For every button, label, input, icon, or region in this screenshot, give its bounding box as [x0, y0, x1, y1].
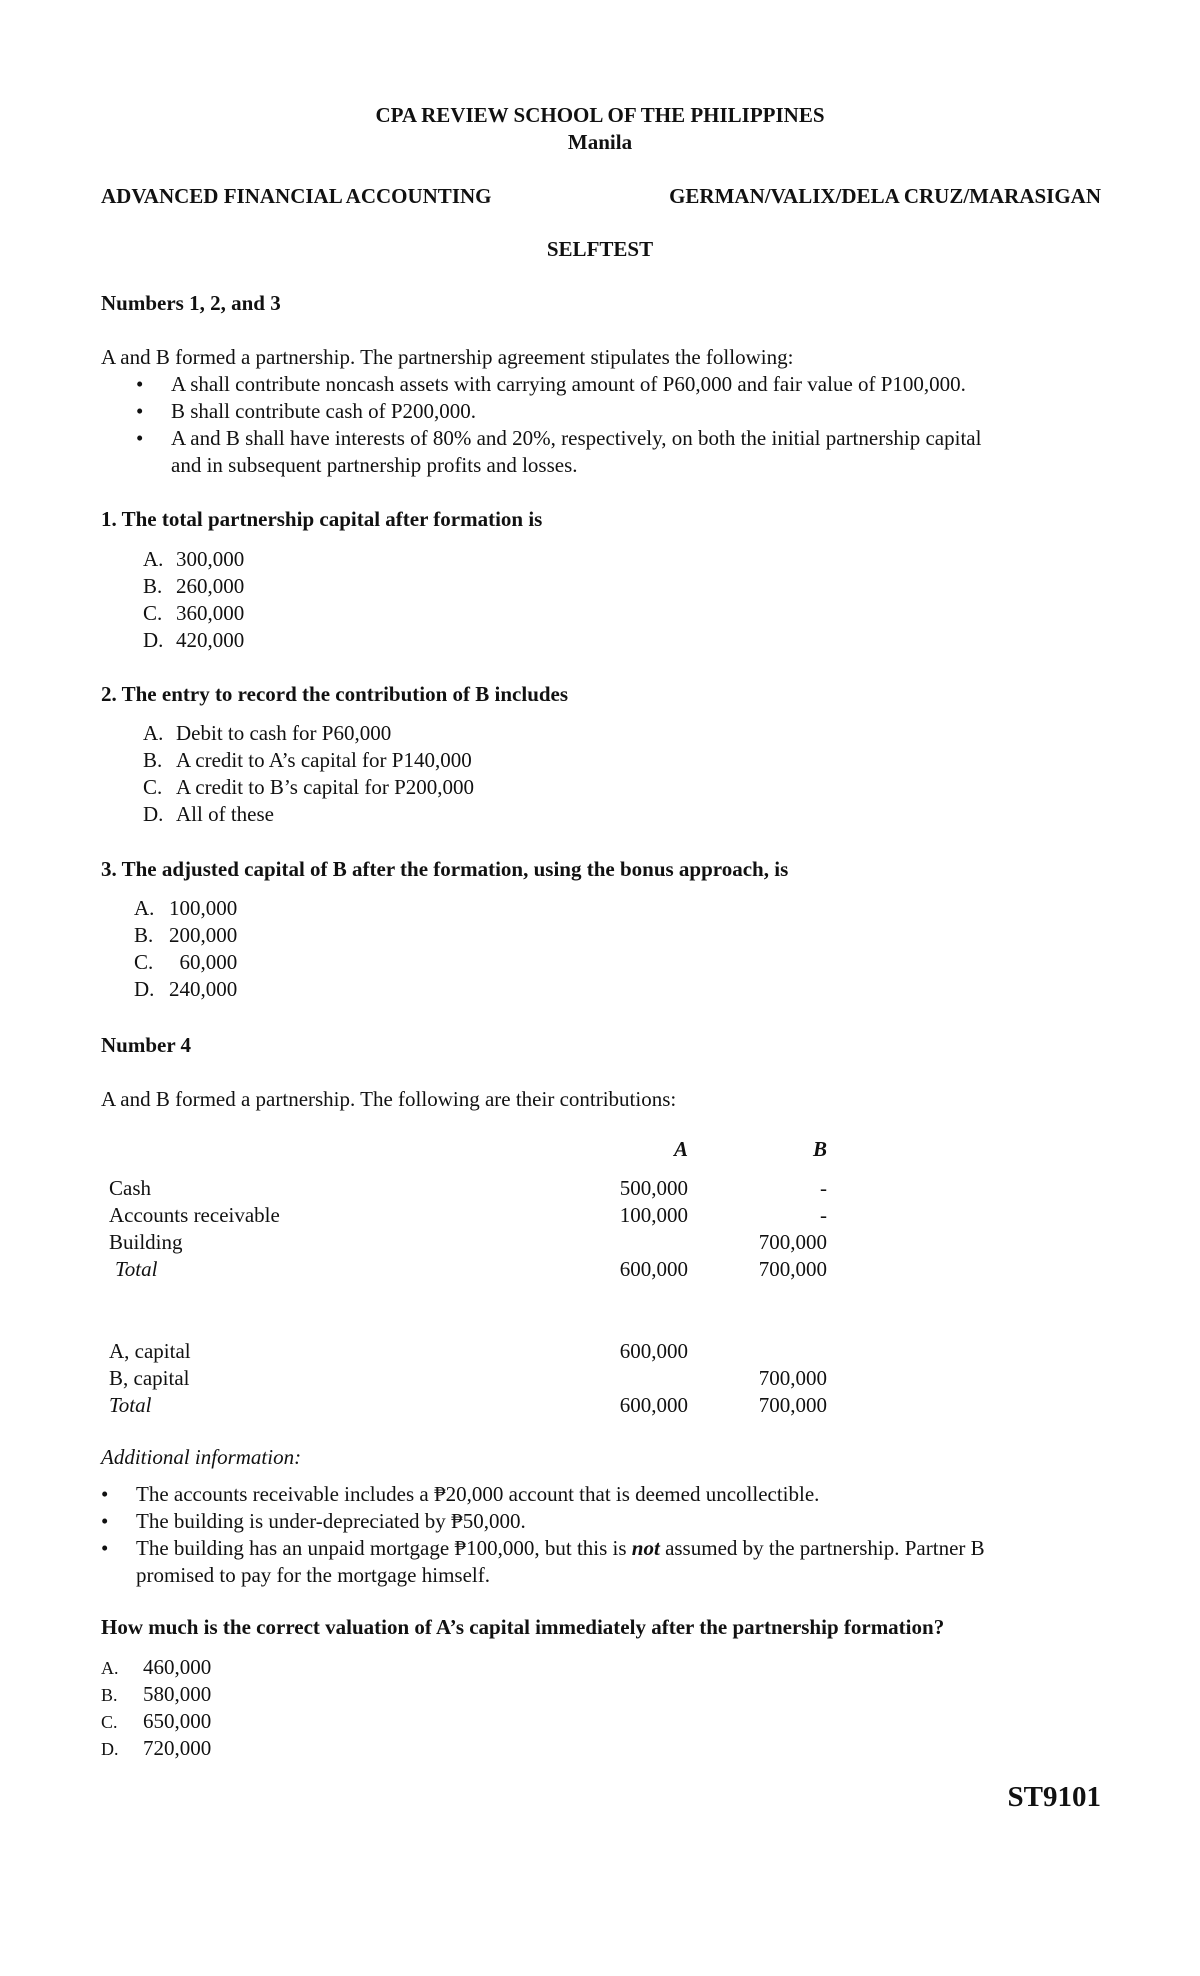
cell-a: 600,000 [619, 1339, 688, 1363]
row-label: Building [109, 1230, 183, 1254]
bullet-icon: • [101, 1482, 109, 1506]
cell-a: 600,000 [619, 1257, 688, 1281]
row-label: Cash [109, 1176, 151, 1200]
question-4-option-d[interactable] [101, 1735, 211, 1763]
school-name: CPA REVIEW SCHOOL OF THE PHILIPPINES [375, 103, 825, 127]
option-letter: C. [143, 775, 163, 799]
option-text: A credit to B’s capital for P200,000 [176, 775, 475, 799]
bullet-icon: • [101, 1509, 109, 1533]
option-text: A credit to A’s capital for P140,000 [176, 748, 472, 772]
question-2-option-b[interactable] [143, 747, 472, 774]
question-3-option-b[interactable] [134, 922, 237, 949]
option-text: All of these [176, 802, 274, 826]
list-item: A shall contribute noncash assets with carrying amount of P60,000 and fair value of P100,000. [171, 372, 966, 396]
option-letter: C. [134, 950, 154, 974]
option-letter: A. [143, 547, 164, 571]
question-2-option-a[interactable] [143, 720, 391, 747]
list-item: A and B shall have interests of 80% and 20%, respectively, on both the initial partnership capital [171, 426, 982, 450]
option-letter: C. [143, 601, 163, 625]
question-4-option-a[interactable] [101, 1654, 211, 1682]
subject-title: ADVANCED FINANCIAL ACCOUNTING [101, 184, 492, 208]
option-letter: C. [101, 1712, 118, 1732]
option-text: 360,000 [176, 601, 245, 625]
emphasis-not: not [631, 1536, 660, 1560]
list-item-text: The building has an unpaid mortgage ₱100,000, but this is [136, 1536, 632, 1560]
question-1-option-b[interactable] [143, 573, 244, 600]
option-letter: D. [143, 628, 164, 652]
question-2-stem: 2. The entry to record the contribution of B includes [101, 682, 569, 706]
question-1-option-a[interactable] [143, 546, 244, 573]
question-3-stem: 3. The adjusted capital of B after the formation, using the bonus approach, is [101, 857, 789, 881]
option-text: 260,000 [176, 574, 245, 598]
cell-b: 700,000 [758, 1257, 827, 1281]
list-item: The accounts receivable includes a ₱20,000 account that is deemed uncollectible. [136, 1482, 820, 1506]
option-text: 100,000 [169, 896, 238, 920]
column-header-b: B [812, 1137, 827, 1161]
row-label: Accounts receivable [109, 1203, 280, 1227]
option-text: Debit to cash for P60,000 [176, 721, 392, 745]
section-heading-4: Number 4 [101, 1033, 192, 1057]
option-text: 60,000 [169, 950, 238, 974]
additional-info-heading: Additional information: [101, 1445, 302, 1469]
row-label: Total [115, 1257, 158, 1281]
question-1-stem: 1. The total partnership capital after formation is [101, 507, 543, 531]
row-label: B, capital [109, 1366, 190, 1390]
question-2-option-d[interactable] [143, 801, 274, 828]
cell-b: - [820, 1176, 827, 1200]
list-item-text: assumed by the partnership. Partner B [659, 1536, 985, 1560]
option-text: 720,000 [143, 1736, 212, 1760]
document-code: ST9101 [1007, 1781, 1101, 1813]
cell-a: 500,000 [619, 1176, 688, 1200]
option-text: 240,000 [169, 977, 238, 1001]
question-3-option-a[interactable] [134, 895, 237, 922]
question-2-option-c[interactable] [143, 774, 474, 801]
question-3-option-d[interactable] [134, 976, 237, 1003]
bullet-icon: • [136, 399, 144, 423]
option-letter: A. [143, 721, 164, 745]
list-item-continuation: and in subsequent partnership profits and losses. [171, 453, 578, 477]
option-text: 420,000 [176, 628, 245, 652]
question-1-option-d[interactable] [143, 627, 244, 654]
option-letter: B. [101, 1685, 118, 1705]
question-1-option-c[interactable] [143, 600, 244, 627]
option-letter: B. [143, 574, 163, 598]
test-title: SELFTEST [546, 237, 654, 261]
question-4-option-b[interactable] [101, 1681, 211, 1709]
option-letter: D. [101, 1739, 119, 1759]
option-text: 650,000 [143, 1709, 212, 1733]
bullet-icon: • [101, 1536, 109, 1560]
option-letter: B. [143, 748, 163, 772]
cell-a: 600,000 [619, 1393, 688, 1417]
row-label: Total [109, 1393, 152, 1417]
question-4-option-c[interactable] [101, 1708, 211, 1736]
cell-b: 700,000 [758, 1230, 827, 1254]
cell-b: - [820, 1203, 827, 1227]
cell-a: 100,000 [619, 1203, 688, 1227]
list-item: The building is under-depreciated by ₱50,000. [136, 1509, 526, 1533]
question-3-option-c[interactable] [134, 949, 237, 976]
list-item [136, 1535, 985, 1562]
option-letter: D. [143, 802, 164, 826]
question-4-stem: How much is the correct valuation of A’s capital immediately after the partnership formation? [101, 1615, 945, 1639]
list-item: B shall contribute cash of P200,000. [171, 399, 477, 423]
option-text: 200,000 [169, 923, 238, 947]
section-heading-1-3: Numbers 1, 2, and 3 [101, 291, 281, 315]
cell-b: 700,000 [758, 1393, 827, 1417]
option-letter: A. [134, 896, 155, 920]
bullet-icon: • [136, 426, 144, 450]
row-label: A, capital [109, 1339, 191, 1363]
cell-b: 700,000 [758, 1366, 827, 1390]
section1-intro: A and B formed a partnership. The partnership agreement stipulates the following: [101, 345, 794, 369]
option-letter: B. [134, 923, 154, 947]
option-letter: D. [134, 977, 155, 1001]
option-letter: A. [101, 1658, 119, 1678]
option-text: 300,000 [176, 547, 245, 571]
list-item-continuation: promised to pay for the mortgage himself. [136, 1563, 490, 1587]
option-text: 460,000 [143, 1655, 212, 1679]
column-header-a: A [673, 1137, 688, 1161]
school-city: Manila [567, 130, 633, 154]
section2-intro: A and B formed a partnership. The following are their contributions: [101, 1087, 677, 1111]
bullet-icon: • [136, 372, 144, 396]
option-text: 580,000 [143, 1682, 212, 1706]
authors: GERMAN/VALIX/DELA CRUZ/MARASIGAN [669, 184, 1101, 208]
